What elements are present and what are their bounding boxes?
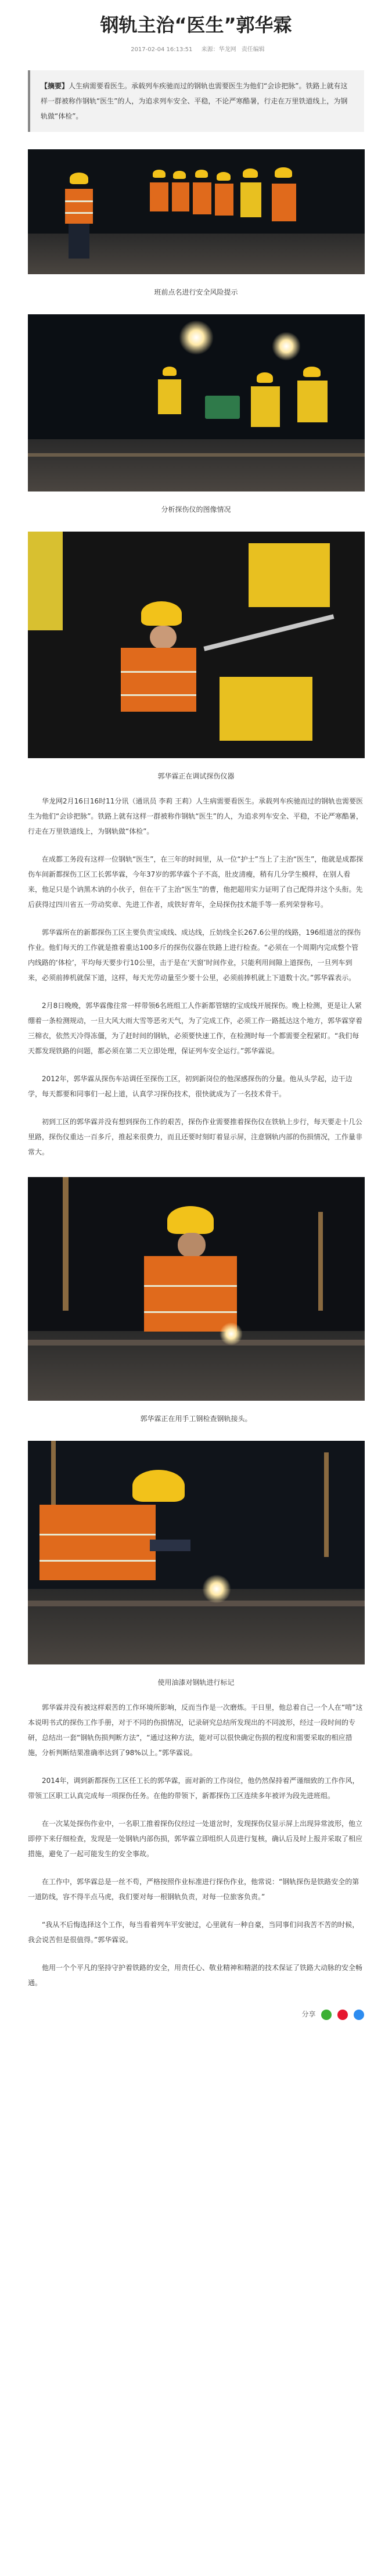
summary-text: 人生病需要看医生。承载列车疾驰而过的钢轨也需要医生为他们“会诊把脉”。铁路上就有这样一群被称作钢轨“医生”的人，为追求列车安全、平稳，不论严寒酷暑，行走在万里铁道线上，为钢轨做“体检”。 <box>41 82 348 120</box>
figure-1-caption: 班前点名进行安全风险提示 <box>154 288 238 296</box>
photo-marking-rail <box>28 1441 365 1664</box>
figure-2 <box>28 314 365 514</box>
photo-adjusting-detector <box>28 532 365 758</box>
figure-5 <box>28 1441 365 1687</box>
paragraph: 初到工区的郭华霖并没有想到探伤工作的艰苦，探伤作业需要推着探伤仪在铁轨上步行，每天要走十几公里路，探伤仪重达一百多斤，推起来很费力，而且还要时刻盯着显示屏，注意钢轨内部的伤损情况，工作量非常大。 <box>28 1118 363 1156</box>
publish-date: 2017-02-04 16:13:51 <box>131 46 193 53</box>
qq-share-icon[interactable] <box>354 2010 364 2020</box>
weibo-share-icon[interactable] <box>337 2010 348 2020</box>
paragraph: 华龙网2月16日16时11分讯（通讯员 李莉 王莉）人生病需要看医生。承载列车疾驰而过的钢轨也需要医生为他们“会诊把脉”。铁路上就有这样一群被称作钢轨“医生”的人，为追求列车安全、平稳，不论严寒酷暑，行走在万里铁道线上，为钢轨做“体检”。 <box>28 797 364 835</box>
article-source: 来源：华龙网 <box>201 46 236 53</box>
share-bar <box>0 2009 364 2020</box>
article-meta <box>0 44 392 53</box>
figure-2-caption: 分析探伤仪的图像情况 <box>161 505 231 514</box>
figure-4-caption: 郭华霖正在用手工钢检查钢轨接头。 <box>140 1415 252 1423</box>
paragraph: 在工作中，郭华霖总是一丝不苟，严格按照作业标准进行探伤作业，他常说：“钢轨探伤是铁路安全的第一道防线，容不得半点马虎，我们要对每一根钢轨负责，对每一位旅客负责。” <box>28 1878 359 1901</box>
body-section-b <box>0 1700 392 1990</box>
figure-3 <box>28 532 365 781</box>
paragraph: 2月8日晚晚，郭华霖像往常一样带领6名班组工人作新都管辖的宝成线开展探伤。晚上检测，更是让人紧绷着一条检测规动，一旦大风大雨大雪等恶劣天气，为了完成工作，必须工作一路抵达这个地方，郭华霖穿着三棉衣，依然天冷得冻僵，为了赶时间的钢轨，必须要快速工作，在检测时每一个都需要全程紧盯。“我们每天都发现铁路的问题，都必须在第二天立即处理，保证列车安全运行。”郭华霖说。 <box>28 1002 363 1055</box>
photo-safety-briefing <box>28 149 365 274</box>
photo-checking-rail-joint <box>28 1177 365 1401</box>
article-title: 钢轨主治“医生”郭华霖 <box>100 14 292 36</box>
wechat-share-icon[interactable] <box>321 2010 332 2020</box>
paragraph: 郭华霖所在的新都探伤工区主要负责宝成线、成达线，丘妨线全长267.6公里的线路，196组道岔的探伤作业。他们每天的工作就是推着重达100多斤的探伤仪器在铁路上进行检查。“必须在一个周期内完成整个管内线路的‘体检’，平均每天要步行10公里，击于是在‘天窗’时间作业，只能利用间隙上道探伤，一旦列车到来，必须前捧机就保下道，这样，每天光劳动量至少要十公里，必须前捧机就上下道数十次。”郭华霖表示。 <box>28 928 361 982</box>
figure-5-caption: 使用油漆对钢轨进行标记 <box>157 1678 235 1687</box>
paragraph: 在成都工务段有这样一位钢轨“医生”，在三年的时间里，从一位“护士”当上了主治“医生”，他就是成都探伤车间新都探伤工区工长郭华霖，今年37岁的郭华霖个子不高，肚皮清瘦，稍有几分学生模样，在别人看来，他足只是个讷黑木讷的小伙子，但在干了主治“医生”的曹，他把超用实力证明了自己配得并这个头衔。先后获得过四川省五一劳动奖章、先进工作者，成铁好青年，全局探伤技术能手等一系列荣誉称号。 <box>28 855 364 909</box>
figure-1 <box>28 149 365 297</box>
paragraph: 2014年，调到新都探伤工区任工长的郭华霖，面对新的工作岗位，他仍然保持着严谨细致的工作作风，带领工区职工认真完成每一项探伤任务。在他的带领下，新都探伤工区连续多年被评为段先进班组。 <box>28 1777 359 1800</box>
editor-link[interactable]: 责任编辑 <box>241 46 265 53</box>
figure-4 <box>28 1177 365 1423</box>
photo-analyzing-detector <box>28 314 365 491</box>
share-label: 分享 <box>301 2010 316 2018</box>
paragraph: 在一次某处探伤作业中，一名职工推着探伤仪经过一处道岔时，发现探伤仪显示屏上出现异常波形，他立即停下来仔细检查，发现是一处钢轨内部伤损，郭华霖立即组织人员进行复核，确认后及时上报并采取了相应措施，避免了一起可能发生的安全事故。 <box>28 1820 363 1858</box>
article-summary <box>28 70 364 132</box>
summary-tag: 【摘要】 <box>41 82 69 90</box>
body-section-a <box>0 794 392 1160</box>
figure-3-caption: 郭华霖正在调试探伤仪器 <box>157 772 235 780</box>
paragraph: “我从不后悔选择这个工作，每当看着列车平安驶过，心里就有一种自豪，当同事们问我苦不苦的时候，我会说苦但是很值得。”郭华霖说。 <box>28 1921 359 1944</box>
paragraph: 郭华霖并没有被这样艰苦的工作环境所影响，反而当作是一次磨炼。干日里，他总着自己一个人在“啃”这本说明书式的探伤工作手册，对于不同的伤损情况，记录研究总结所发现出的不同波形，经过一段时间的专研，总结出一套“钢轨伤损判断方法”，“通过这种方法，能对可以很快确定伤损的程度和需要采取的相应措施，分析判断结果准确率达到了98%以上。”郭华霖说。 <box>28 1703 363 1757</box>
paragraph: 他用一个个平凡的坚持守护着铁路的安全，用责任心、敬业精神和精湛的技术保证了铁路大动脉的安全畅通。 <box>28 1964 363 1987</box>
paragraph: 2012年，郭华霖从探伤车站调任至探伤工区，初到新岗位的他深感探伤的分量。他从头学起，边干边学，每天都要和同事们一起上道，认真学习探伤技术，很快就成为了一名技术骨干。 <box>28 1075 353 1098</box>
